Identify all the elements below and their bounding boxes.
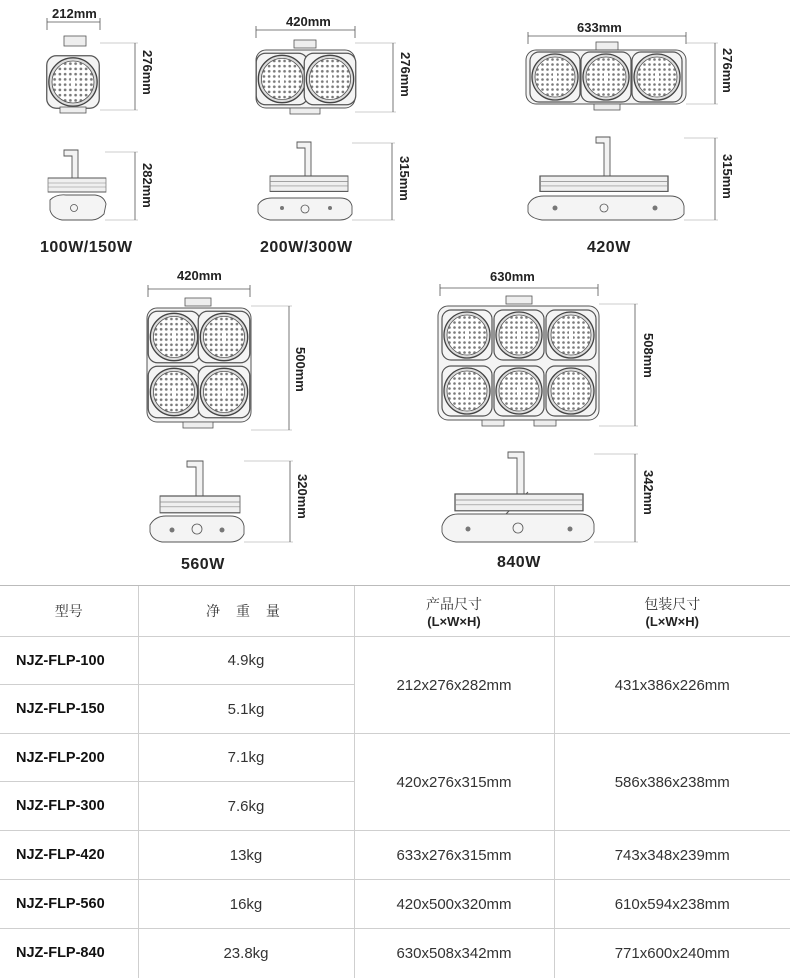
spec-table [0, 585, 790, 978]
header-model: 型号 [0, 586, 138, 637]
cell-model: NJZ-FLP-100 [0, 637, 138, 685]
caption-100w: 100W/150W [40, 239, 133, 256]
cell-weight: 13kg [138, 831, 354, 880]
table-row [0, 831, 790, 880]
caption-200w: 200W/300W [260, 239, 353, 256]
dim-840w-width: 630mm [490, 269, 535, 284]
figure-200w-front [256, 26, 396, 114]
header-package-size: 包装尺寸 (L×W×H) [554, 586, 790, 637]
figure-560w-front [147, 285, 292, 430]
figure-200w-side [258, 142, 395, 220]
dim-420w-width: 633mm [577, 20, 622, 35]
header-product-size: 产品尺寸 (L×W×H) [354, 586, 554, 637]
dim-200w-width: 420mm [286, 14, 331, 29]
figure-840w-front [438, 284, 638, 426]
dim-420w-side-height: 315mm [720, 154, 735, 199]
cell-product-size: 630x508x342mm [354, 929, 554, 978]
dim-840w-side-height: 342mm [641, 470, 656, 515]
cell-product-size: 633x276x315mm [354, 831, 554, 880]
cell-package-size: 586x386x238mm [554, 734, 790, 831]
cell-weight: 4.9kg [138, 637, 354, 685]
caption-560w: 560W [181, 556, 225, 573]
cell-product-size: 420x500x320mm [354, 880, 554, 929]
table-row [0, 734, 790, 782]
table-header-row [0, 586, 790, 637]
cell-package-size: 610x594x238mm [554, 880, 790, 929]
cell-model: NJZ-FLP-420 [0, 831, 138, 880]
cell-weight: 7.1kg [138, 734, 354, 782]
cell-weight: 7.6kg [138, 782, 354, 831]
dim-200w-side-height: 315mm [397, 156, 412, 201]
cell-model: NJZ-FLP-300 [0, 782, 138, 831]
cell-weight: 16kg [138, 880, 354, 929]
dim-200w-front-height: 276mm [398, 52, 413, 97]
dim-560w-front-height: 500mm [293, 347, 308, 392]
cell-model: NJZ-FLP-840 [0, 929, 138, 978]
cell-product-size: 212x276x282mm [354, 637, 554, 734]
dim-560w-side-height: 320mm [295, 474, 310, 519]
figure-420w-side [528, 137, 718, 220]
cell-package-size: 771x600x240mm [554, 929, 790, 978]
cell-product-size: 420x276x315mm [354, 734, 554, 831]
dim-840w-front-height: 508mm [641, 333, 656, 378]
cell-model: NJZ-FLP-560 [0, 880, 138, 929]
dim-420w-front-height: 276mm [720, 48, 735, 93]
figure-840w-side [442, 452, 638, 542]
caption-840w: 840W [497, 554, 541, 571]
cell-package-size: 431x386x226mm [554, 637, 790, 734]
figure-420w-front [526, 32, 718, 110]
dim-100w-side-height: 282mm [140, 163, 155, 208]
dim-100w-width: 212mm [52, 6, 97, 21]
dim-100w-front-height: 276mm [140, 50, 155, 95]
header-weight: 净 重 量 [138, 586, 354, 637]
figure-100w-side [48, 150, 138, 220]
cell-model: NJZ-FLP-200 [0, 734, 138, 782]
figure-560w-side [150, 461, 293, 542]
cell-weight: 23.8kg [138, 929, 354, 978]
table-row [0, 929, 790, 978]
caption-420w: 420W [587, 239, 631, 256]
table-row [0, 880, 790, 929]
cell-weight: 5.1kg [138, 685, 354, 734]
dim-560w-width: 420mm [177, 268, 222, 283]
cell-package-size: 743x348x239mm [554, 831, 790, 880]
cell-model: NJZ-FLP-150 [0, 685, 138, 734]
figure-100w-front [47, 18, 138, 113]
table-row [0, 637, 790, 685]
